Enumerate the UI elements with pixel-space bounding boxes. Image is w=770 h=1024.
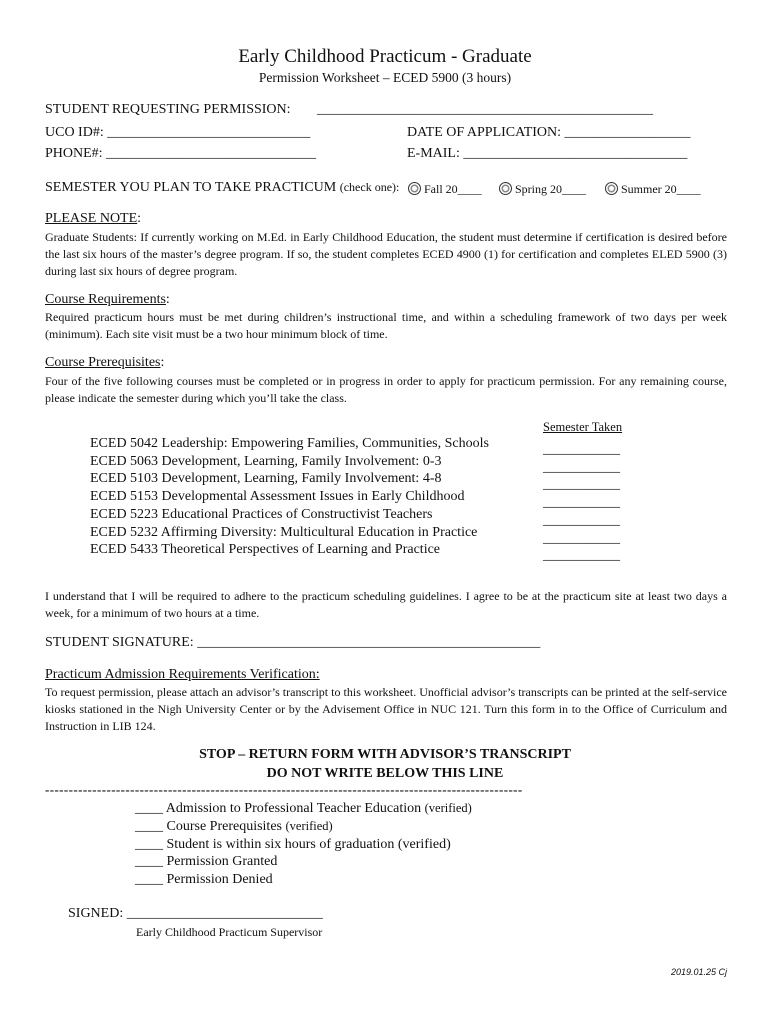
semester-label: SEMESTER YOU PLAN TO TAKE PRACTICUM: [45, 180, 337, 195]
student-requesting-label: STUDENT REQUESTING PERMISSION:: [45, 102, 291, 117]
student-requesting-field[interactable]: ________________________________________________: [317, 102, 653, 117]
revision-stamp: 2019.01.25 Cj: [671, 967, 728, 977]
verification-item-denied[interactable]: ____ Permission Denied: [135, 872, 273, 888]
admission-text: To request permission, please attach an advisor’s transcript to this worksheet. Unofficial advisor’s transcripts can be printed at the self-service kiosks stationed in the Nigh University Center or by the Advisement Office in NUC 121. Turn this form in to the Office of Curriculum and Instruction in LIB 124.: [45, 685, 727, 733]
course-requirements-heading: Course Requirements:: [45, 292, 170, 307]
radio-icon[interactable]: [408, 182, 421, 195]
stop-line-1: STOP – RETURN FORM WITH ADVISOR’S TRANSCRIPT: [199, 747, 571, 762]
course-item: ECED 5063 Development, Learning, Family Involvement: 0-3: [90, 453, 442, 469]
date-of-application-field[interactable]: DATE OF APPLICATION: __________________: [407, 125, 691, 140]
semester-question: [45, 180, 399, 196]
semester-taken-field[interactable]: ___________: [543, 530, 620, 546]
course-item: ECED 5042 Leadership: Empowering Families, Communities, Schools: [90, 436, 489, 451]
semester-taken-field[interactable]: ___________: [543, 495, 620, 511]
stop-line-2: DO NOT WRITE BELOW THIS LINE: [266, 766, 504, 781]
phone-field[interactable]: PHONE#: ______________________________: [45, 146, 317, 161]
course-item: ECED 5223 Educational Practices of Constructivist Teachers: [90, 506, 433, 522]
verification-list: [135, 800, 472, 889]
course-requirements-text: Required practicum hours must be met during children’s instructional time, and within a scheduling framework of two days per week (minimum). Each site visit must be a two hour minimum block of time.: [45, 310, 727, 341]
form-subtitle: Permission Worksheet – ECED 5900 (3 hours): [258, 70, 512, 85]
radio-icon[interactable]: [605, 182, 618, 195]
semester-taken-column: [543, 420, 622, 565]
course-item: ECED 5433 Theoretical Perspectives of Learning and Practice: [90, 542, 441, 558]
admission-heading: Practicum Admission Requirements Verification:: [45, 667, 320, 682]
semester-taken-field[interactable]: ___________: [543, 442, 620, 457]
course-prerequisites-text: Four of the five following courses must be completed or in progress in order to apply for practicum permission. For any remaining course, please indicate the semester during which you’ll take the class.: [45, 374, 727, 405]
semester-option-fall[interactable]: Fall 20____: [408, 182, 482, 197]
supervisor-label: Early Childhood Practicum Supervisor: [136, 925, 323, 939]
please-note-text: Graduate Students: If currently working on M.Ed. in Early Childhood Education, the student must determine if certification is desired before the last six hours of the master’s degree program. If so, the student completes ECED 4900 (1) for certification and completes ELED 5900 (3) during last six hours of degree program.: [45, 230, 727, 278]
semester-hint: (check one):: [339, 180, 400, 194]
verification-item-prerequisites[interactable]: ____ Course Prerequisites (verified): [135, 818, 333, 834]
verification-item-granted[interactable]: ____ Permission Granted: [135, 854, 278, 870]
course-item: ECED 5232 Affirming Diversity: Multicultural Education in Practice: [90, 524, 478, 540]
student-signature-field[interactable]: STUDENT SIGNATURE: _________________________________________________: [45, 635, 541, 650]
cut-divider: -----------------------------------------------------------------------------------------------------: [45, 782, 523, 797]
verification-item-graduation[interactable]: ____ Student is within six hours of graduation (verified): [135, 836, 451, 852]
verification-item-admission[interactable]: ____ Admission to Professional Teacher Education (verified): [135, 801, 472, 816]
please-note-heading: PLEASE NOTE:: [45, 211, 142, 226]
course-list: [90, 435, 489, 559]
course-item: ECED 5103 Development, Learning, Family Involvement: 4-8: [90, 471, 442, 487]
signed-field[interactable]: SIGNED: ____________________________: [68, 906, 323, 921]
semester-taken-field[interactable]: ___________: [543, 548, 620, 564]
agreement-text: I understand that I will be required to adhere to the practicum scheduling guidelines. I agree to be at the practicum site at least two days a week, for a minimum of two hours at a time.: [45, 589, 727, 620]
semester-option-spring[interactable]: Spring 20____: [499, 182, 586, 197]
email-field[interactable]: E-MAIL: ________________________________: [407, 146, 688, 161]
course-item: ECED 5153 Developmental Assessment Issues in Early Childhood: [90, 489, 465, 505]
semester-taken-field[interactable]: ___________: [543, 459, 620, 475]
uco-id-field[interactable]: UCO ID#: _____________________________: [45, 125, 311, 140]
semester-taken-header: Semester Taken: [543, 420, 623, 434]
semester-taken-field[interactable]: ___________: [543, 477, 620, 493]
radio-icon[interactable]: [499, 182, 512, 195]
form-title: Early Childhood Practicum - Graduate: [238, 46, 532, 67]
course-prerequisites-heading: Course Prerequisites:: [45, 355, 165, 370]
semester-taken-field[interactable]: ___________: [543, 512, 620, 528]
semester-option-summer[interactable]: Summer 20____: [605, 182, 701, 197]
